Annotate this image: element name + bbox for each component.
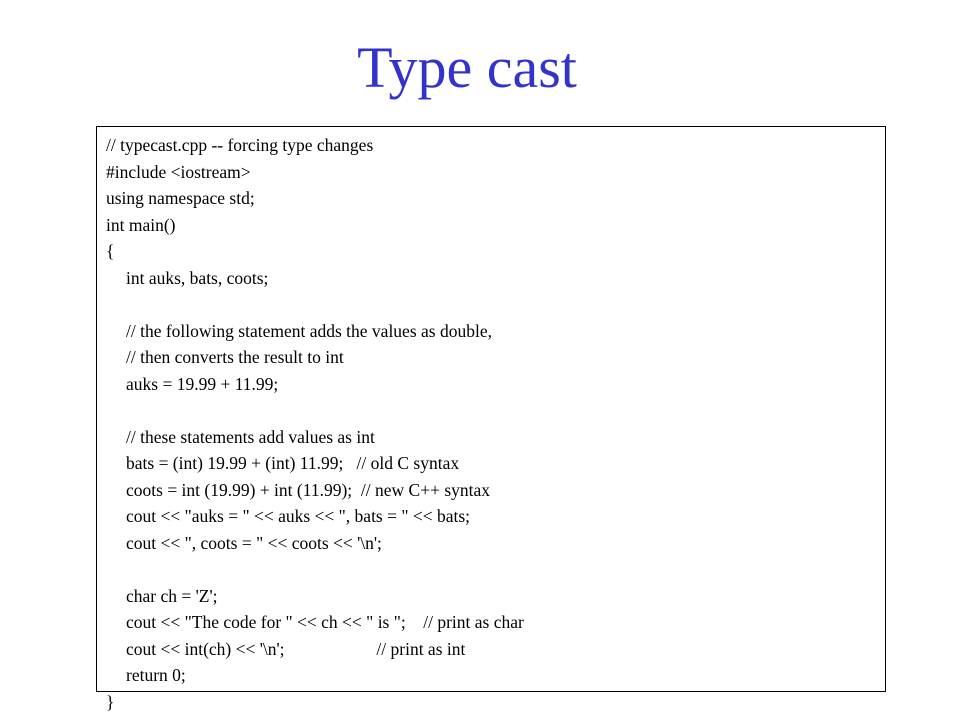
- code-line-16: cout << ", coots = " << coots << '\n';: [126, 532, 382, 553]
- code-line-18: char ch = 'Z';: [126, 585, 218, 606]
- code-line-1: // typecast.cpp -- forcing type changes: [106, 135, 374, 155]
- code-line-2: #include <iostream>: [106, 161, 251, 182]
- code-line-15: cout << "auks = " << auks << ", bats = " << bats;: [126, 506, 471, 526]
- code-line-4: int main(): [106, 214, 176, 235]
- code-line-7: [106, 291, 876, 318]
- code-line-9: // then converts the result to int: [126, 347, 344, 367]
- code-line-13: bats = (int) 19.99 + (int) 11.99; // old C syntax: [126, 453, 460, 473]
- slide-title: Type cast: [357, 35, 577, 100]
- code-line-5: {: [106, 241, 115, 261]
- code-line-20: cout << int(ch) << '\n'; // print as int: [126, 638, 466, 659]
- code-line-14: coots = int (19.99) + int (11.99); // new C++ syntax: [126, 479, 491, 500]
- code-line-8: // the following statement adds the values as double,: [126, 320, 492, 341]
- code-line-19: cout << "The code for " << ch << " is "; // print as char: [126, 612, 524, 632]
- code-line-6: int auks, bats, coots;: [126, 267, 269, 288]
- code-line-22: }: [106, 691, 115, 712]
- code-line-17: [106, 556, 876, 583]
- code-line-3: using namespace std;: [106, 188, 255, 208]
- code-line-10: auks = 19.99 + 11.99;: [126, 373, 279, 394]
- code-listing: [96, 126, 886, 712]
- code-line-12: // these statements add values as int: [126, 426, 375, 447]
- code-line-21: return 0;: [126, 665, 186, 685]
- code-line-11: [106, 397, 876, 424]
